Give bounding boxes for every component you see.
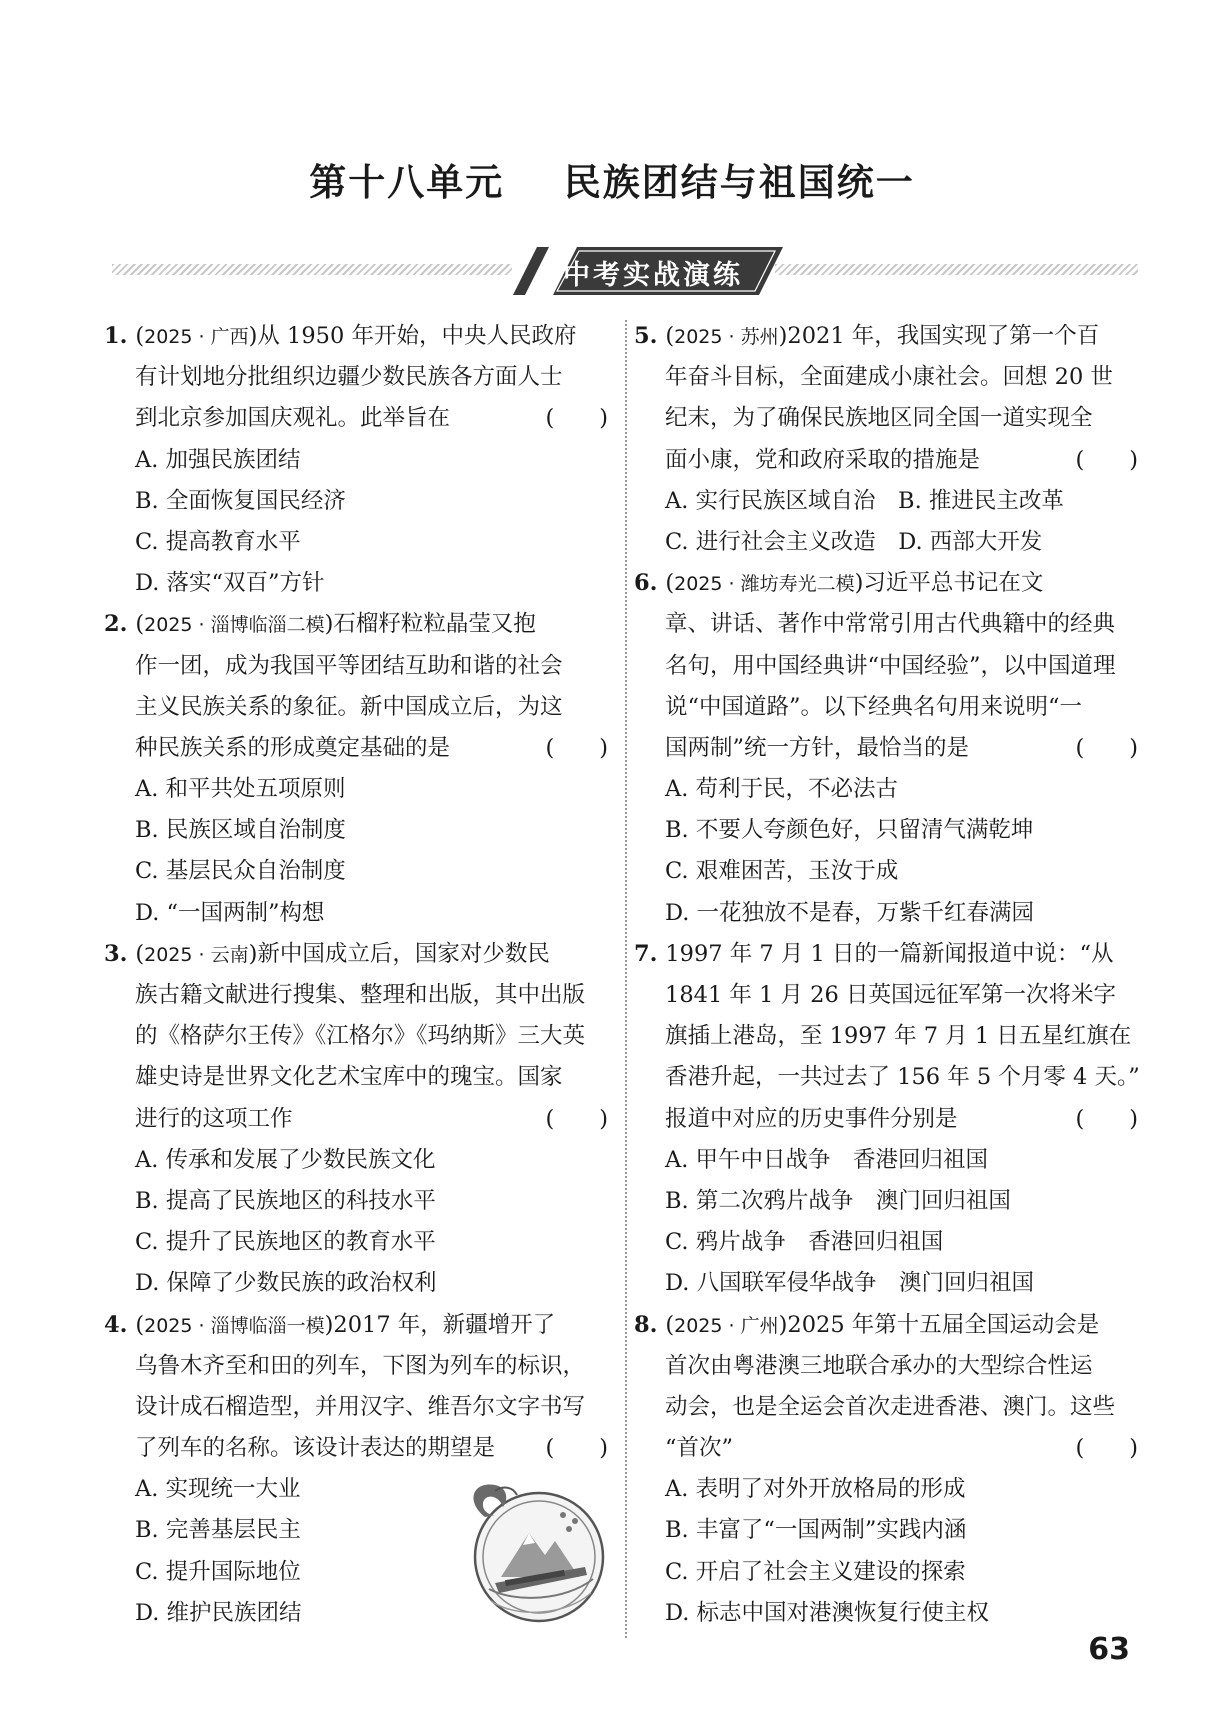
question-number: 5 (634, 323, 650, 349)
question-line (642, 687, 1138, 728)
question-line: 3. (2025 · 云南)新中国成立后，国家对少数民 (104, 940, 550, 967)
question-line (112, 1346, 608, 1387)
banner-rule-left (112, 264, 512, 275)
question-line (112, 728, 608, 769)
question-text: 有计划地分批组织边疆少数民族各方面人士 (135, 364, 563, 391)
answer-option: D. 标志中国对港澳恢复行使主权 (665, 1599, 990, 1626)
answer-blank: ( ) (1075, 446, 1138, 473)
answer-option: C. 提高教育水平 (135, 528, 301, 555)
answer-option: B. 提高了民族地区的科技水平 (135, 1187, 436, 1214)
question-line (642, 1428, 1138, 1469)
answer-blank: ( ) (545, 405, 608, 432)
answer-option: B. 完善基层民主 (135, 1517, 301, 1544)
answer-option: D. 保障了少数民族的政治权利 (135, 1270, 437, 1297)
question-text: 国两制”统一方针，最恰当的是 (665, 734, 970, 761)
answer-option: B. 民族区域自治制度 (135, 817, 346, 844)
question-number: 2 (104, 611, 120, 638)
pomegranate-train-logo (455, 1471, 613, 1629)
answer-option: A. 加强民族团结 (135, 446, 301, 473)
question-text: 2025 年第十五届全国运动会是 (787, 1311, 1100, 1338)
question-line: 8. (2025 · 广州)2025 年第十五届全国运动会是 (634, 1311, 1100, 1338)
answer-option: C. 提升了民族地区的教育水平 (135, 1229, 436, 1256)
question-line: 1. (2025 · 广西)从 1950 年开始，中央人民政府 (104, 323, 577, 349)
left-column (104, 316, 608, 1634)
answer-option: A. 传承和发展了少数民族文化 (135, 1146, 436, 1173)
answer-option: D. 一花独放不是春，万紫千红春满园 (665, 899, 1035, 926)
question-line (642, 1016, 1138, 1057)
question-text: 2017 年，新疆增开了 (333, 1311, 556, 1338)
answer-option: B. 丰富了“一国两制”实践内涵 (665, 1517, 967, 1544)
answer-blank: ( ) (545, 1105, 608, 1132)
answer-option: C. 进行社会主义改造 D. 西部大开发 (665, 528, 1043, 555)
answer-blank: ( ) (545, 734, 608, 761)
answer-option: D. 八国联军侵华战争 澳门回归祖国 (665, 1270, 1035, 1297)
question-line (642, 398, 1138, 439)
question-line (112, 357, 608, 398)
column-divider (625, 320, 627, 1638)
question-text: 族古籍文献进行搜集、整理和出版，其中出版 (135, 982, 586, 1008)
answer-option: A. 苟利于民，不必法古 (665, 776, 899, 803)
question-line (642, 1099, 1138, 1140)
question-line: 2. (2025 · 淄博临淄二模)石榴籽粒粒晶莹又抱 (104, 611, 536, 638)
answer-blank: ( ) (1075, 1435, 1138, 1462)
answer-option: B. 不要人夸颜色好，只留清气满乾坤 (665, 817, 1034, 844)
answer-option: D. 维护民族团结 (135, 1599, 302, 1626)
question-text: 从 1950 年开始，中央人民政府 (257, 323, 577, 349)
question-text: 种民族关系的形成奠定基础的是 (135, 734, 451, 761)
question-2 (104, 604, 608, 934)
question-text: 纪末，为了确保民族地区同全国一道实现全 (665, 405, 1093, 432)
question-text: 新中国成立后，国家对少数民 (257, 940, 550, 967)
answer-option: C. 鸦片战争 香港回归祖国 (665, 1229, 944, 1256)
question-number: 7 (634, 940, 650, 967)
right-column (634, 316, 1140, 1634)
answer-option: C. 提升国际地位 (135, 1558, 301, 1585)
answer-option: C. 开启了社会主义建设的探索 (665, 1558, 966, 1585)
question-source: 2025 · 淄博临淄二模 (144, 614, 325, 637)
question-line: 6. (2025 · 潍坊寿光二模)习近平总书记在文 (634, 570, 1044, 597)
question-source: 2025 · 淄博临淄一模 (144, 1314, 325, 1337)
answer-option: D. “一国两制”构想 (135, 899, 325, 926)
question-5 (634, 316, 1138, 563)
question-line (642, 728, 1138, 769)
question-8 (634, 1305, 1138, 1635)
question-number: 8 (634, 1311, 650, 1338)
question-text: 了列车的名称。该设计表达的期望是 (135, 1435, 496, 1462)
question-text: 作一团，成为我国平等团结互助和谐的社会 (135, 652, 563, 679)
unit-title: 第十八单元 民族团结与祖国统一 (309, 161, 915, 204)
question-line (642, 975, 1138, 1016)
question-text: 年奋斗目标，全面建成小康社会。回想 20 世 (665, 364, 1113, 391)
answer-option: B. 第二次鸦片战争 澳门回归祖国 (665, 1187, 1011, 1214)
question-6 (634, 563, 1138, 934)
question-line (112, 398, 608, 439)
question-number: 1 (104, 323, 120, 349)
question-line (112, 687, 608, 728)
question-text: 2021 年，我国实现了第一个百 (787, 323, 1100, 349)
question-line (642, 604, 1138, 645)
question-line (642, 1387, 1138, 1428)
question-7 (634, 934, 1140, 1305)
question-text: “首次” (665, 1435, 734, 1462)
question-number: 3 (104, 940, 120, 967)
page-number: 63 (1088, 1632, 1130, 1667)
question-text: 说“中国道路”。以下经典名句用来说明“一 (665, 693, 1083, 720)
question-text: 章、讲话、著作中常常引用古代典籍中的经典 (665, 611, 1116, 638)
question-source: 2025 · 云南 (144, 943, 249, 966)
question-text: 雄史诗是世界文化艺术宝库中的瑰宝。国家 (135, 1064, 563, 1091)
question-text: 到北京参加国庆观礼。此举旨在 (135, 405, 451, 432)
question-text: 设计成石榴造型，并用汉字、维吾尔文字书写 (135, 1393, 586, 1420)
question-line (112, 646, 608, 687)
question-text: 1997 年 7 月 1 日的一篇新闻报道中说：“从 (665, 940, 1114, 967)
answer-option: C. 基层民众自治制度 (135, 858, 346, 885)
section-banner-text: 中考实战演练 (563, 260, 743, 291)
question-text: 面小康，党和政府采取的措施是 (665, 446, 981, 473)
question-source: 2025 · 广西 (144, 326, 249, 348)
question-text: 名句，用中国经典讲“中国经验”，以中国道理 (665, 652, 1116, 679)
question-line (112, 1387, 608, 1428)
question-text: 报道中对应的历史事件分别是 (665, 1105, 958, 1132)
question-line (112, 1016, 608, 1057)
question-text: 动会，也是全运会首次走进香港、澳门。这些 (665, 1393, 1116, 1420)
answer-option: A. 实现统一大业 (135, 1476, 301, 1503)
question-line (112, 975, 608, 1016)
question-text: 主义民族关系的象征。新中国成立后，为这 (135, 693, 563, 720)
question-line: 5. (2025 · 苏州)2021 年，我国实现了第一个百 (634, 323, 1100, 349)
question-line (112, 1099, 608, 1140)
answer-option: D. 落实“双百”方针 (135, 570, 325, 597)
answer-blank: ( ) (545, 1435, 608, 1462)
question-text: 首次由粤港澳三地联合承办的大型综合性运 (665, 1352, 1093, 1379)
question-text: 旗插上港岛，至 1997 年 7 月 1 日五星红旗在 (665, 1023, 1132, 1050)
question-line (642, 1057, 1138, 1098)
answer-option: A. 和平共处五项原则 (135, 776, 346, 803)
question-source: 2025 · 潍坊寿光二模 (674, 573, 855, 596)
question-text: 的《格萨尔王传》《江格尔》《玛纳斯》三大英 (135, 1023, 586, 1050)
question-1 (104, 316, 608, 604)
question-line (642, 440, 1138, 481)
question-line: 7. 1997 年 7 月 1 日的一篇新闻报道中说：“从 (634, 940, 1114, 967)
question-line (642, 357, 1138, 398)
question-text: 习近平总书记在文 (863, 570, 1044, 597)
question-3 (104, 934, 608, 1305)
question-number: 6 (634, 570, 650, 597)
question-source: 2025 · 广州 (674, 1314, 779, 1337)
answer-option: A. 甲午中日战争 香港回归祖国 (665, 1146, 989, 1173)
answer-option: C. 艰难困苦，玉汝于成 (665, 858, 899, 885)
answer-option: A. 实行民族区域自治 B. 推进民主改革 (665, 487, 1064, 514)
banner-rule-right (775, 264, 1138, 275)
section-banner (503, 247, 783, 295)
question-source: 2025 · 苏州 (674, 326, 779, 348)
question-line (642, 1346, 1138, 1387)
question-text: 进行的这项工作 (135, 1105, 293, 1132)
question-line (112, 1057, 608, 1098)
answer-blank: ( ) (1075, 734, 1138, 761)
question-line (642, 646, 1138, 687)
question-text: 1841 年 1 月 26 日英国远征军第一次将米字 (665, 982, 1116, 1008)
question-text: 乌鲁木齐至和田的列车，下图为列车的标识， (135, 1352, 586, 1379)
question-line (112, 1428, 608, 1469)
answer-option: B. 全面恢复国民经济 (135, 487, 346, 514)
answer-option: A. 表明了对外开放格局的形成 (665, 1476, 966, 1503)
question-text: 香港升起，一共过去了 156 年 5 个月零 4 天。” (665, 1064, 1140, 1091)
question-text: 石榴籽粒粒晶莹又抱 (333, 611, 536, 638)
question-number: 4 (104, 1311, 120, 1338)
answer-blank: ( ) (1075, 1105, 1138, 1132)
question-line: 4. (2025 · 淄博临淄一模)2017 年，新疆增开了 (104, 1311, 556, 1338)
